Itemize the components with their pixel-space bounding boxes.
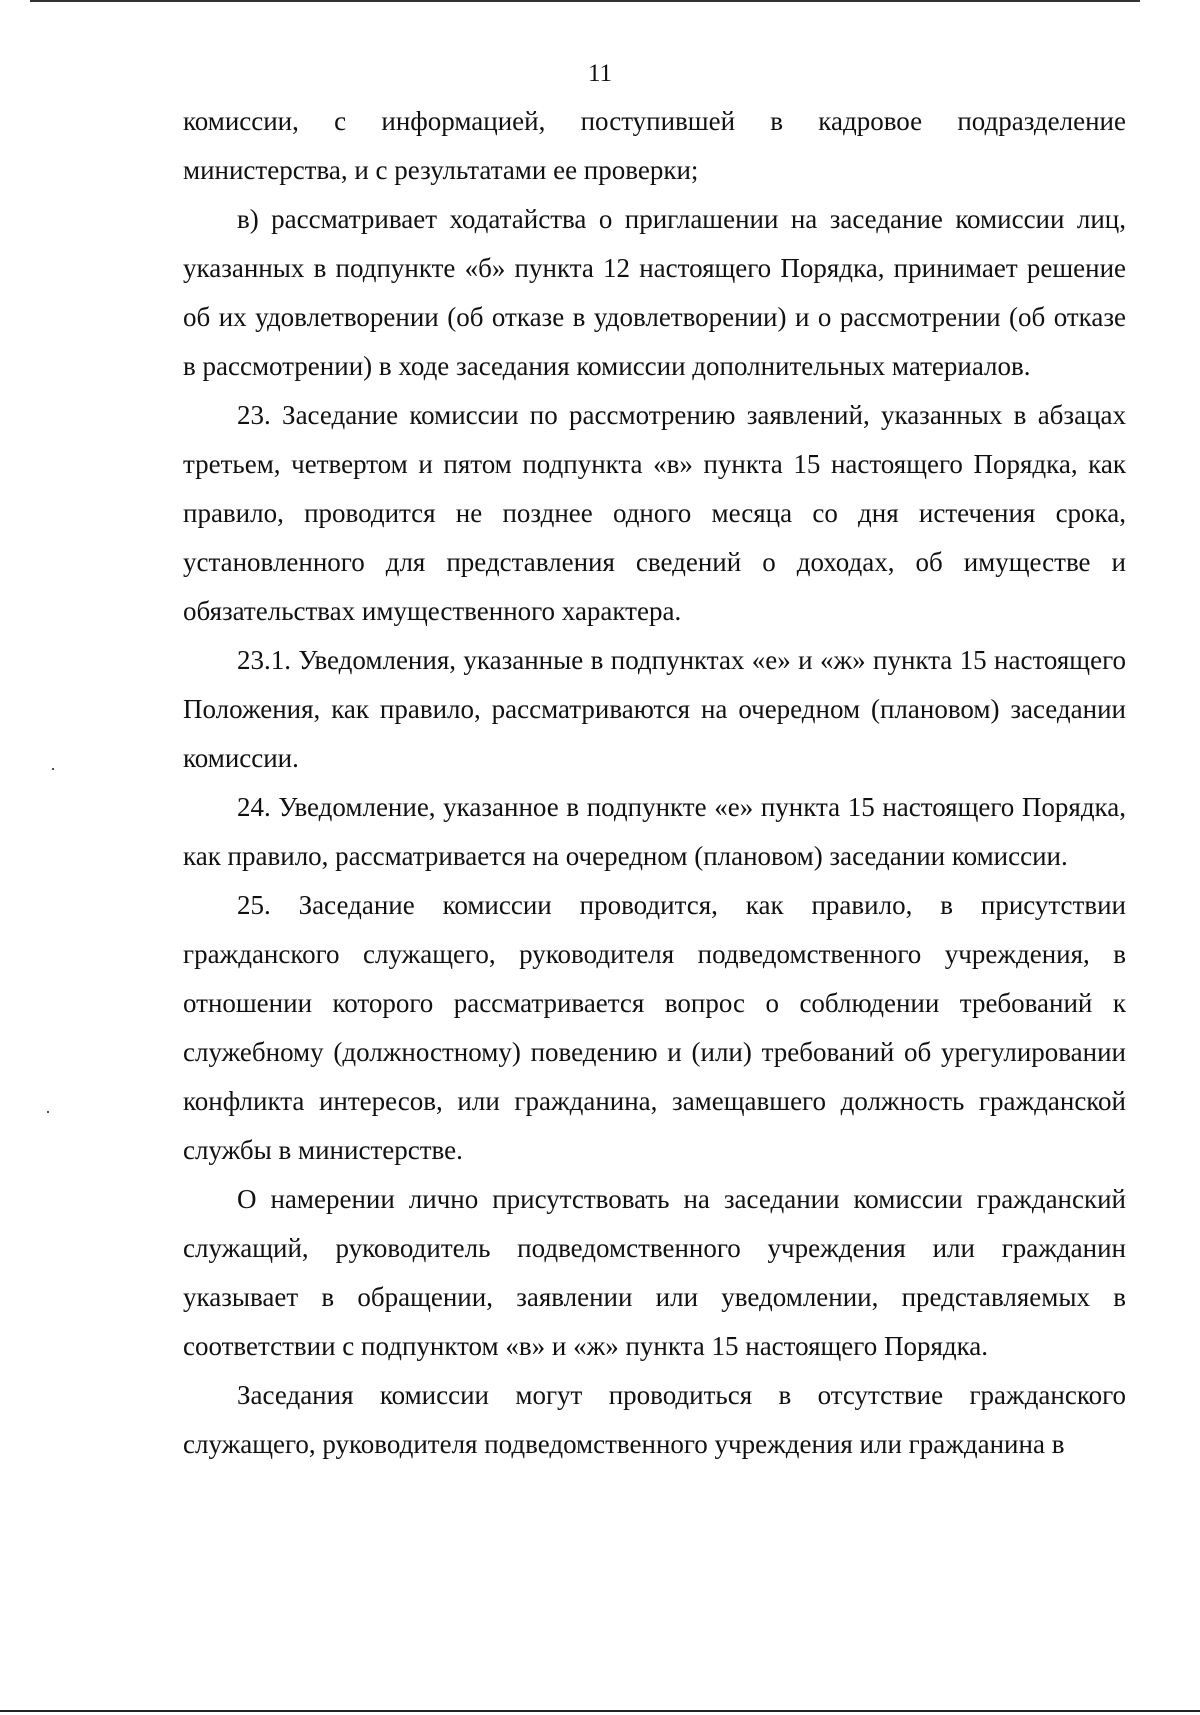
- bottom-scan-edge: [0, 1710, 1200, 1712]
- paragraph-25-absence: Заседания комиссии могут проводиться в отсутствие гражданского служащего, руководителя подведомственного учреждения или гражданина в: [183, 1380, 1126, 1459]
- paragraph-25-intent: О намерении лично присутствовать на заседании комиссии гражданский служащий, руководитель подведомственного учреждения или гражданин указывает в обращении, заявлении или уведомлении, представляемых в соответствии с подпунктом «в» и «ж» пункта 15 настоящего Порядка.: [183, 1184, 1126, 1361]
- top-scan-edge: [30, 0, 1140, 2]
- scan-speck-mark: ·: [45, 1102, 51, 1122]
- page-number: 11: [587, 60, 613, 87]
- paragraph-25: 25. Заседание комиссии проводится, как правило, в присутствии гражданского служащего, руководителя подведомственного учреждения, в отношении которого рассматривается вопрос о соблюдении требований к служебному (должностному) поведению и (или) требований об урегулировании конфликта интересов, или гражданина, замещавшего должность гражданской службы в министерстве.: [183, 890, 1126, 1165]
- paragraph-continuation: комиссии, с информацией, поступившей в кадровое подразделение министерства, и с результатами ее проверки;: [183, 106, 1126, 185]
- paragraph-subitem-v: в) рассматривает ходатайства о приглашении на заседание комиссии лиц, указанных в подпункте «б» пункта 12 настоящего Порядка, принимает решение об их удовлетворении (об отказе в удовлетворении) и о рассмотрении (об отказе в рассмотрении) в ходе заседания комиссии дополнительных материалов.: [183, 204, 1126, 381]
- paragraph-23-1: 23.1. Уведомления, указанные в подпунктах «е» и «ж» пункта 15 настоящего Положения, как правило, рассматриваются на очередном (плановом) заседании комиссии.: [183, 645, 1126, 773]
- scan-speck-mark: ·: [50, 759, 56, 779]
- document-body: [183, 97, 1126, 1469]
- paragraph-23: 23. Заседание комиссии по рассмотрению заявлений, указанных в абзацах третьем, четвертом и пятом подпункта «в» пункта 15 настоящего Порядка, как правило, проводится не позднее одного месяца со дня истечения срока, установленного для представления сведений о доходах, об имуществе и обязательствах имущественного характера.: [183, 400, 1126, 626]
- paragraph-24: 24. Уведомление, указанное в подпункте «е» пункта 15 настоящего Порядка, как правило, рассматривается на очередном (плановом) заседании комиссии.: [183, 792, 1126, 871]
